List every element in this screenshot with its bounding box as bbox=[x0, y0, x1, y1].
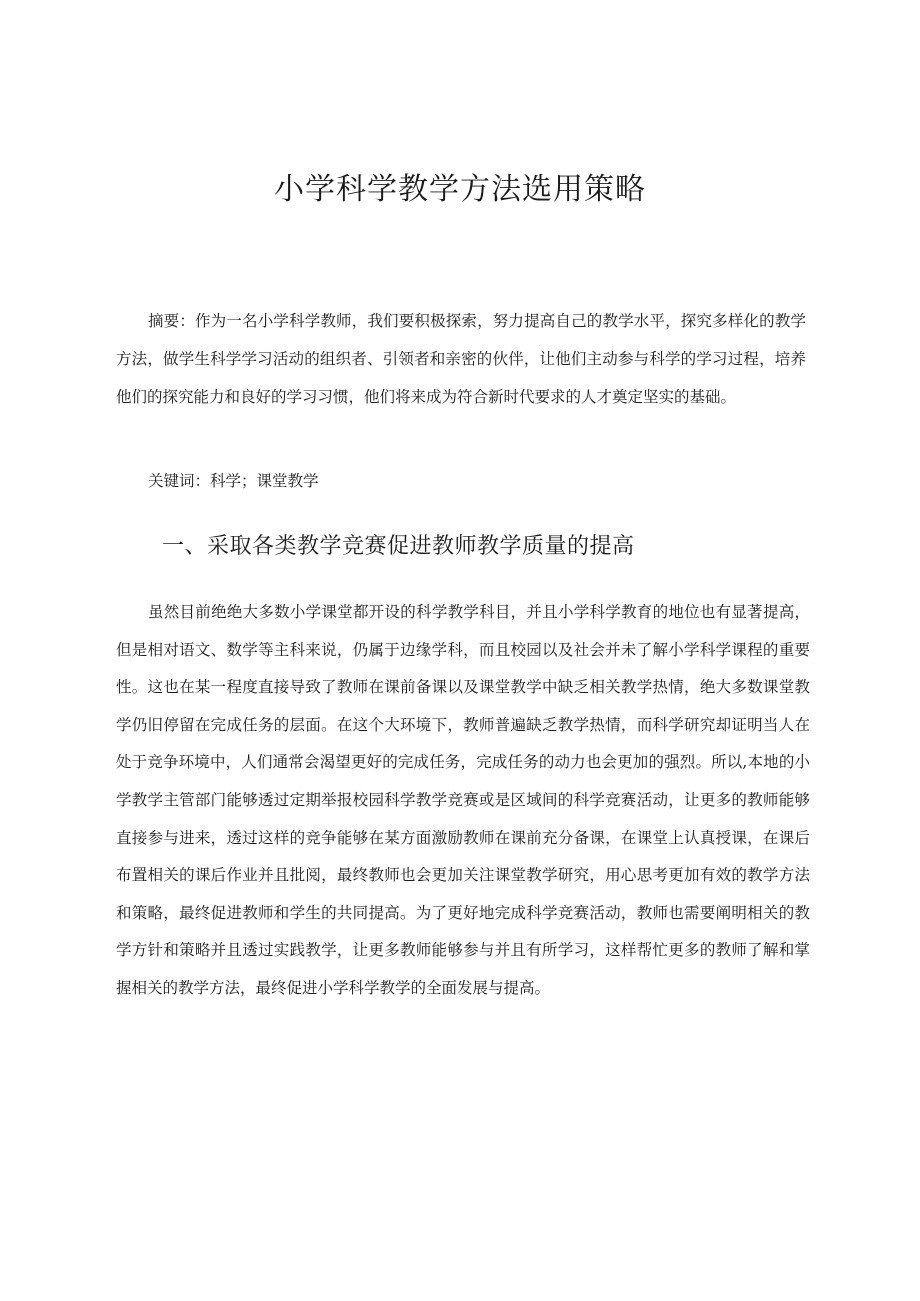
section-heading: 一、采取各类教学竞赛促进教师教学质量的提高 bbox=[162, 534, 635, 559]
section-body-paragraph: 虽然目前绝绝大多数小学课堂都开设的科学教学科目，并且小学科学教育的地位也有显著提高，但是相对语文、数学等主科来说，仍属于边缘学科，而且校园以及社会并未了解小学科学课程的重要性。这也在某一程度直接导致了教师在课前备课以及课堂教学中缺乏相关教学热情，绝大多数课堂教学仍旧停留在完成任务的层面。在这个大环境下，教师普遍缺乏教学热情，而科学研究却证明当人在处于竞争环境中，人们通常会渴望更好的完成任务，完成任务的动力也会更加的强烈。所以,本地的小学教学主管部门能够透过定期举报校园科学教学竞赛或是区域间的科学竞赛活动，让更多的教师能够直接参与进来，透过这样的竞争能够在某方面激励教师在课前充分备课，在课堂上认真授课，在课后布置相关的课后作业并且批阅，最终教师也会更加关注课堂教学研究，用心思考更加有效的教学方法和策略，最终促进教师和学生的共同提高。为了更好地完成科学竞赛活动，教师也需要阐明相关的教学方针和策略并且透过实践教学，让更多教师能够参与并且有所学习，这样帮忙更多的教师了解和掌握相关的教学方法，最终促进小学科学教学的全面发展与提高。 bbox=[116, 603, 810, 997]
page-title: 小学科学教学方法选用策略 bbox=[274, 172, 646, 207]
keywords-line: 关键词：科学；课堂教学 bbox=[148, 472, 319, 490]
abstract-paragraph: 摘要：作为一名小学科学教师，我们要积极探索，努力提高自己的教学水平，探究多样化的教学方法，做学生科学学习活动的组织者、引领者和亲密的伙伴，让他们主动参与科学的学习过程，培养他们的探究能力和良好的学习习惯，他们将来成为符合新时代要求的人才奠定坚实的基础。 bbox=[116, 312, 806, 406]
